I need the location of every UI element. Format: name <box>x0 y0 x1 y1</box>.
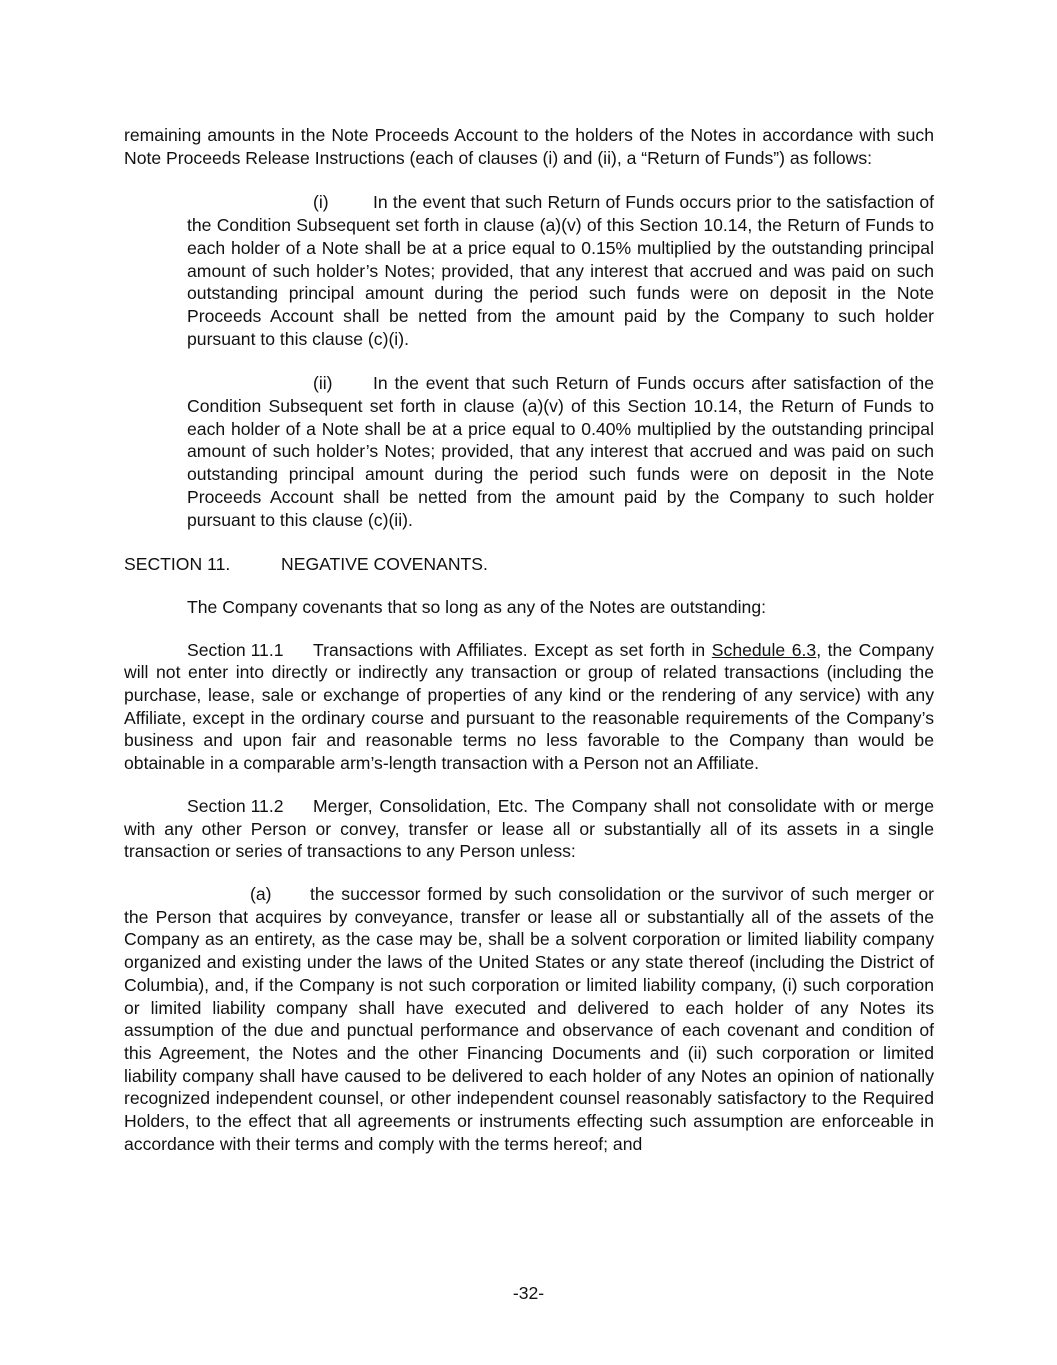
section-11-2 <box>124 795 934 863</box>
section-11-1-label: Section 11.1 <box>187 639 284 660</box>
clause-i-label: (i) <box>313 192 329 213</box>
section-11-1-text-b: , the Company will not enter into directly or indirectly any transaction or group of related transactions (including the purchase, lease, sale or exchange of properties of any kind or the rendering of any service) with any Affiliate, except in the ordinary course and pursuant to the reasonable requirements of the Company’s business and upon fair and reasonable terms no less favorable to the Company than would be obtainable in a comparable arm’s-length transaction with a Person not an Affiliate. <box>124 639 934 774</box>
section-title: NEGATIVE COVENANTS. <box>281 554 488 575</box>
clause-i-text: In the event that such Return of Funds occurs prior to the satisfaction of the Condition Subsequent set forth in clause (a)(v) of this Section 10.14, the Return of Funds to each holder of a Note shall be at a price equal to 0.15% multiplied by the outstanding principal amount of such holder’s Notes; provided, that any interest that accrued and was paid on such outstanding principal amount during the period such funds were on deposit in the Note Proceeds Account shall be netted from the amount paid by the Company to such holder pursuant to this clause (c)(i). <box>187 192 934 349</box>
clause-a <box>124 883 934 1155</box>
section-11-1-text-a: Except as set forth in <box>527 639 712 660</box>
clause-a-text: the successor formed by such consolidation or the survivor of such merger or the Person that acquires by conveyance, transfer or lease all or substantially all of the assets of the Company as an entirety, as the case may be, shall be a solvent corporation or limited liability company organized and existing under the laws of the United States or any state thereof (including the District of Columbia), and, if the Company is not such corporation or limited liability company, (i) such corporation or limited liability company shall have executed and delivered to each holder of any Notes its assumption of the due and punctual performance and observance of each covenant and condition of this Agreement, the Notes and the other Financing Documents and (ii) such corporation or limited liability company shall have caused to be delivered to each holder of any Notes an opinion of nationally recognized independent counsel, or other independent counsel reasonably satisfactory to the Required Holders, to the effect that all agreements or instruments effecting such assumption are enforceable in accordance with their terms and comply with the terms hereof; and <box>124 883 934 1154</box>
clause-i <box>187 191 934 350</box>
document-page <box>124 124 934 1155</box>
clause-ii-label: (ii) <box>313 373 333 394</box>
section-11-2-title: Merger, Consolidation, Etc. <box>313 795 529 816</box>
section-number: SECTION 11. <box>124 554 231 575</box>
section-11-1-title: Transactions with Affiliates. <box>313 639 528 660</box>
section-11-2-label: Section 11.2 <box>187 795 284 816</box>
clause-ii <box>187 372 934 531</box>
page-number: -32- <box>512 1283 545 1303</box>
schedule-reference: Schedule 6.3 <box>711 639 817 660</box>
section-heading <box>124 553 934 576</box>
paragraph-continuation: remaining amounts in the Note Proceeds Account to the holders of the Notes in accordance with such Note Proceeds Release Instructions (each of clauses (i) and (ii), a “Return of Funds”) as follows: <box>124 125 934 168</box>
covenant-intro: The Company covenants that so long as any of the Notes are outstanding: <box>187 596 766 617</box>
clause-a-label: (a) <box>250 883 272 904</box>
clause-ii-text: In the event that such Return of Funds occurs after satisfaction of the Condition Subsequent set forth in clause (a)(v) of this Section 10.14, the Return of Funds to each holder of a Note shall be at a price equal to 0.40% multiplied by the outstanding principal amount of such holder’s Notes; provided, that any interest that accrued and was paid on such outstanding principal amount during the period such funds were on deposit in the Note Proceeds Account shall be netted from the amount paid by the Company to such holder pursuant to this clause (c)(ii). <box>187 373 934 530</box>
section-11-1 <box>124 639 934 775</box>
section-11-2-text: The Company shall not consolidate with or merge with any other Person or convey, transfer or lease all or substantially all of its assets in a single transaction or series of transactions to any Person unless: <box>124 795 934 862</box>
